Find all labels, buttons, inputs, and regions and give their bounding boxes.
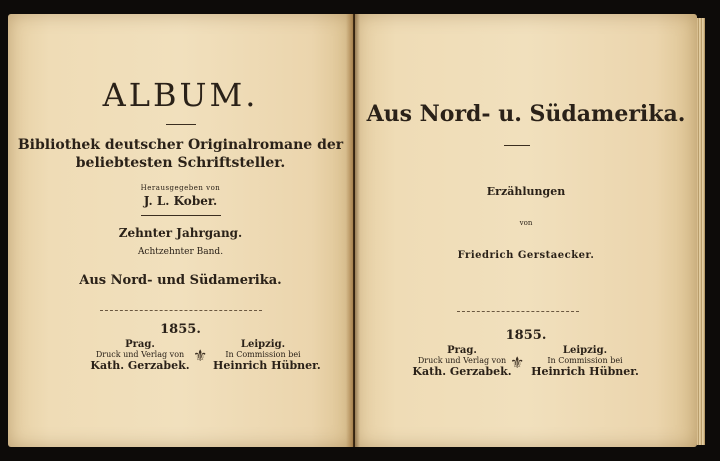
book-title: Aus Nord- und Südamerika.	[79, 273, 282, 288]
imprint-publisher: Kath. Gerzabek.	[412, 365, 512, 378]
dotted-divider	[457, 311, 579, 312]
imprint-city: Leipzig.	[240, 339, 286, 350]
imprint-prague	[407, 345, 517, 378]
title-rule	[166, 124, 196, 125]
imprint-prague	[88, 339, 192, 372]
imprint-city: Prag.	[447, 345, 477, 356]
imprint-line: In Commission bei	[547, 356, 623, 365]
right-page	[355, 14, 697, 447]
imprint-leipzig	[530, 345, 640, 378]
imprint-publisher: Kath. Gerzabek.	[90, 359, 190, 372]
left-page	[8, 14, 353, 447]
editor-intro: Herausgegeben von	[140, 184, 221, 192]
imprint-city: Prag.	[125, 339, 155, 350]
editor-rule	[141, 215, 221, 216]
year: 1855.	[505, 328, 547, 343]
imprint-agent: Heinrich Hübner.	[531, 365, 639, 378]
volume-band: Achtzehnter Band.	[137, 247, 224, 257]
imprint-city: Leipzig.	[562, 345, 608, 356]
author: Friedrich Gerstaecker.	[457, 250, 595, 261]
year: 1855.	[160, 322, 201, 337]
ornament-icon: ⚜	[510, 353, 525, 372]
volume-year: Zehnter Jahrgang.	[118, 226, 243, 240]
main-title: Aus Nord- u. Südamerika.	[366, 101, 686, 127]
imprint-line: Druck und Verlag von	[417, 356, 507, 365]
imprint-line: Druck und Verlag von	[95, 350, 185, 359]
ornament-icon: ⚜	[193, 346, 208, 365]
book-gutter	[346, 14, 360, 447]
imprint-line: In Commission bei	[225, 350, 301, 359]
page-edges	[697, 18, 705, 445]
dotted-divider	[100, 310, 262, 311]
genre: Erzählungen	[486, 185, 566, 198]
series-line-1: Bibliothek deutscher Originalromane der	[17, 137, 344, 153]
imprint-leipzig	[213, 339, 321, 372]
editor-name: J. L. Kober.	[143, 194, 218, 208]
title-rule	[504, 145, 530, 146]
series-line-2: beliebtesten Schriftsteller.	[75, 155, 286, 171]
by-line: von	[519, 219, 533, 227]
album-title: ALBUM.	[102, 76, 259, 114]
imprint-agent: Heinrich Hübner.	[213, 359, 321, 372]
